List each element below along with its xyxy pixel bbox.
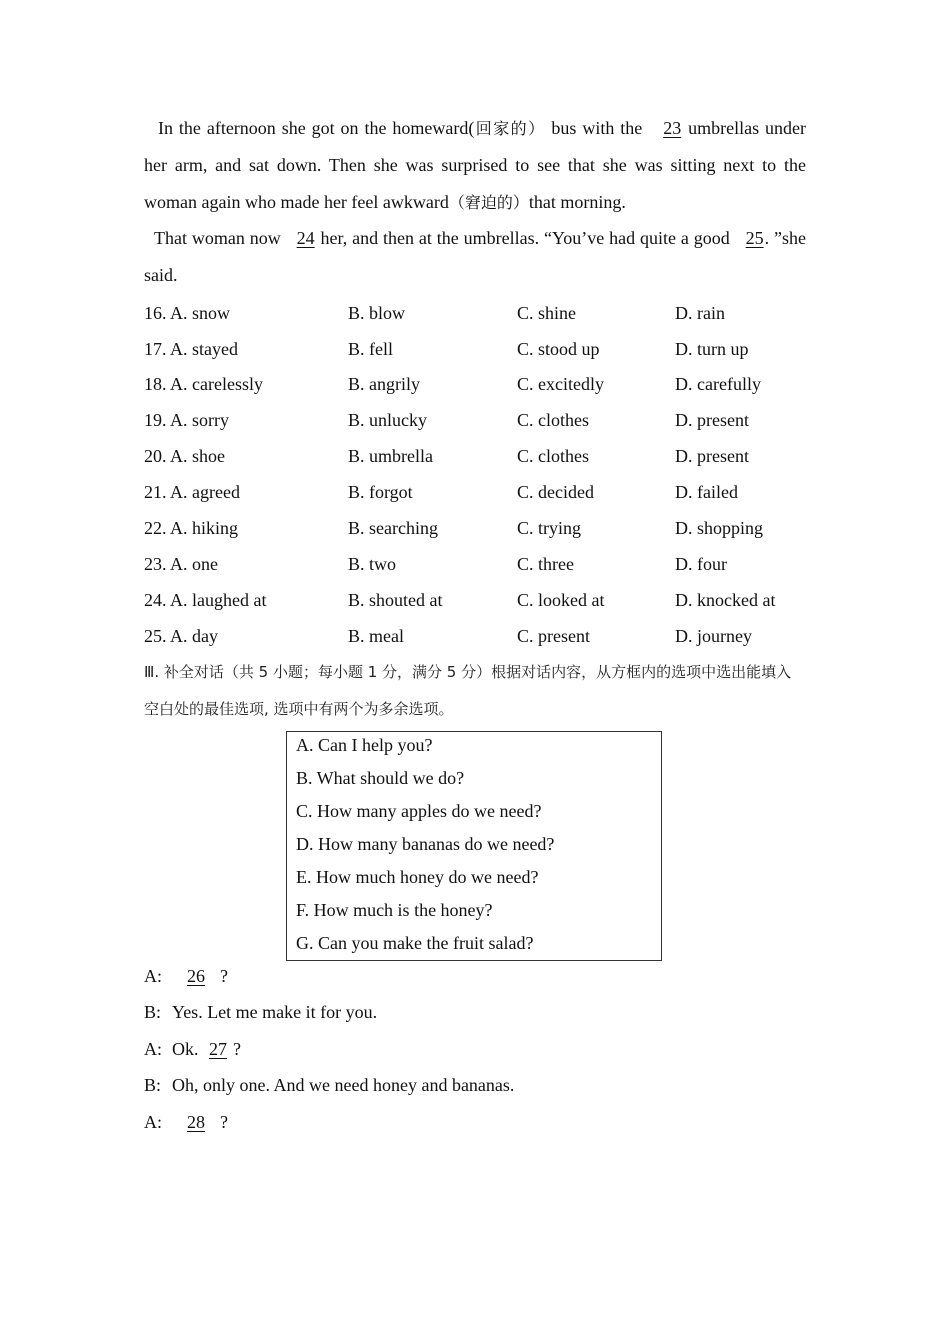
choice-f: F. How much is the honey? (296, 900, 493, 920)
speaker-label: A: (144, 1112, 162, 1132)
option-a: 20. A. shoe (144, 446, 225, 466)
option-c: C. shine (517, 303, 577, 323)
blank-26: 26 (187, 966, 205, 986)
option-b: B. searching (348, 518, 438, 538)
passage-text: her, and then at the umbrellas. “You’ve had quite a good (315, 228, 735, 248)
option-b: B. unlucky (348, 410, 427, 430)
option-row-23 (144, 552, 844, 576)
dialogue-line (144, 964, 228, 988)
dialogue-text: ? (220, 966, 228, 986)
option-d: D. four (675, 554, 727, 574)
option-c: C. clothes (517, 446, 589, 466)
option-c: C. excitedly (517, 374, 604, 394)
option-d: D. rain (675, 303, 725, 323)
option-row-17 (144, 337, 844, 361)
option-row-22 (144, 516, 844, 540)
option-row-20 (144, 444, 844, 468)
passage-text: . ”she said. (144, 228, 806, 285)
blank-28: 28 (187, 1112, 205, 1132)
option-b: B. angrily (348, 374, 420, 394)
option-b: B. blow (348, 303, 406, 323)
passage-text: In the afternoon she got on the homeward( (158, 118, 475, 138)
blank-24: 24 (296, 228, 315, 248)
choice-b: B. What should we do? (296, 768, 465, 788)
passage-text: that morning. (528, 192, 626, 212)
option-c: C. decided (517, 482, 594, 502)
option-d: D. turn up (675, 339, 749, 359)
speaker-label: A: (144, 1039, 162, 1059)
option-b: B. forgot (348, 482, 413, 502)
blank-25: 25 (745, 228, 764, 248)
option-a: 23. A. one (144, 554, 218, 574)
option-a: 24. A. laughed at (144, 590, 267, 610)
option-c: C. present (517, 626, 590, 646)
chinese-gloss: 回家的） (474, 119, 546, 138)
option-c: C. trying (517, 518, 582, 538)
dialogue-text: Oh, only one. And we need honey and bananas. (172, 1075, 515, 1095)
option-d: D. failed (675, 482, 738, 502)
option-c: C. clothes (517, 410, 589, 430)
passage-paragraph-1 (144, 110, 806, 221)
passage-text: umbrellas under her arm, and sat down. Then she was surprised to see that she was sitting next to the woman again who made her feel awkward (144, 118, 806, 212)
choice-g: G. Can you make the fruit salad? (296, 933, 534, 953)
option-b: B. two (348, 554, 397, 574)
blank-27: 27 (209, 1039, 227, 1059)
option-d: D. carefully (675, 374, 761, 394)
option-d: D. knocked at (675, 590, 776, 610)
dialogue-line (144, 1073, 514, 1097)
option-a: 21. A. agreed (144, 482, 240, 502)
passage-text: bus with the (545, 118, 649, 138)
option-c: C. looked at (517, 590, 605, 610)
passage-paragraph-2 (144, 220, 806, 294)
dialogue-line (144, 1037, 241, 1061)
dialogue-text: ? (233, 1039, 241, 1059)
dialogue-text: Yes. Let me make it for you. (172, 1002, 378, 1022)
option-row-16 (144, 301, 844, 325)
section-3-instructions: Ⅲ. 补全对话（共 5 小题；每小题 1 分，满分 5 分）根据对话内容，从方框内的选项中选出能填入空白处的最佳选项, 选项中有两个为多余选项。 (144, 663, 792, 718)
option-d: D. present (675, 446, 749, 466)
choices-box (286, 731, 662, 961)
chinese-gloss: （窘迫的） (448, 193, 529, 212)
option-c: C. three (517, 554, 574, 574)
option-a: 22. A. hiking (144, 518, 239, 538)
option-a: 18. A. carelessly (144, 374, 263, 394)
option-b: B. meal (348, 626, 404, 646)
choice-d: D. How many bananas do we need? (296, 834, 555, 854)
option-b: B. umbrella (348, 446, 433, 466)
dialogue-text: Ok. (172, 1039, 203, 1059)
option-row-18 (144, 372, 844, 396)
option-b: B. fell (348, 339, 393, 359)
option-a: 25. A. day (144, 626, 218, 646)
option-d: D. present (675, 410, 749, 430)
speaker-label: A: (144, 966, 162, 986)
option-b: B. shouted at (348, 590, 443, 610)
option-d: D. journey (675, 626, 752, 646)
choice-a: A. Can I help you? (296, 735, 433, 755)
choice-e: E. How much honey do we need? (296, 867, 539, 887)
option-row-25 (144, 624, 844, 648)
option-row-21 (144, 480, 844, 504)
option-row-24 (144, 588, 844, 612)
choice-c: C. How many apples do we need? (296, 801, 542, 821)
option-row-19 (144, 408, 844, 432)
option-d: D. shopping (675, 518, 764, 538)
dialogue-text: ? (220, 1112, 228, 1132)
passage-text: That woman now (154, 228, 286, 248)
blank-23: 23 (663, 118, 682, 138)
speaker-label: B: (144, 1002, 162, 1022)
option-a: 16. A. snow (144, 303, 231, 323)
dialogue-line (144, 1110, 228, 1134)
option-a: 19. A. sorry (144, 410, 229, 430)
speaker-label: B: (144, 1075, 162, 1095)
option-a: 17. A. stayed (144, 339, 238, 359)
option-c: C. stood up (517, 339, 600, 359)
dialogue-line (144, 1000, 377, 1024)
